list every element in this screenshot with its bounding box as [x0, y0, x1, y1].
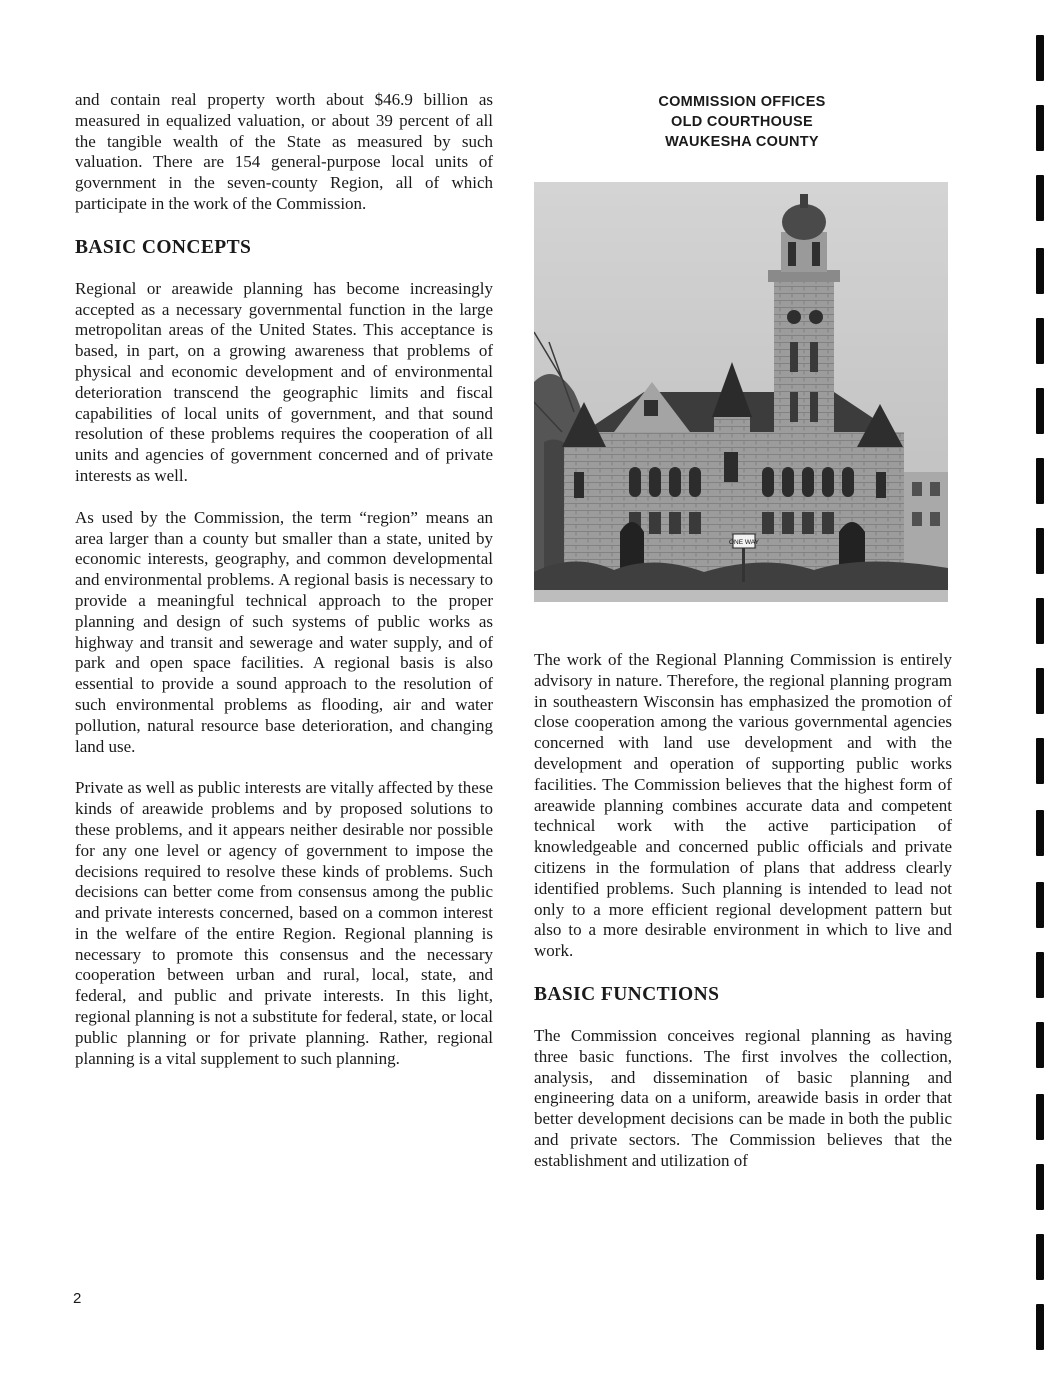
paragraph: Private as well as public interests are vitally affected by these kinds of areawide problems and by proposed solutions to these problems, and it appears neither desirable nor possible for any one level or agency of government to impose the decisions required to resolve these kinds of problems. Such decisions can better come from consensus among the public and private interests concerned, based on a common interest in the welfare of the entire Region. Regional planning is necessary to promote this consensus and the necessary cooperation between urban and rural, local, state, and federal, and public and private interests. In this light, regional planning is not a substitute for federal, state, or local public planning or for private planning. Rather, regional planning is a vital supplement to such planning.: [75, 778, 493, 1068]
caption-line: WAUKESHA COUNTY: [665, 134, 819, 150]
binder-hole: [1036, 105, 1044, 151]
binder-hole: [1036, 952, 1044, 998]
binder-hole: [1036, 35, 1044, 81]
caption-line: COMMISSION OFFICES: [658, 94, 826, 110]
paragraph: The Commission conceives regional planning as having three basic functions. The first involves the collection, analysis, and dissemination of basic planning and engineering data on a uniform, areawide basis in order that better development decisions can be made in both the public and private sectors. The Commission believes that the establishment and utilization of: [534, 1025, 952, 1170]
right-column: [534, 650, 952, 1193]
courthouse-photo: [534, 182, 948, 602]
section-heading-basic-functions: BASIC FUNCTIONS: [534, 983, 720, 1005]
binder-hole: [1036, 1164, 1044, 1210]
page-number: 2: [73, 1290, 82, 1307]
paragraph: As used by the Commission, the term “region” means an area larger than a county but smaller than a state, united by economic interests, geography, and common developmental and environmental problems. A regional basis is necessary to provide a meaningful technical approach to the proper planning and design of such systems of public works as highway and transit and sewerage and water supply, and of park and open space facilities. A regional basis is also essential to provide a sound approach to the resolution of such environmental problems as flooding, air and water pollution, natural resource base deterioration, and changing land use.: [75, 507, 493, 756]
binder-hole: [1036, 882, 1044, 928]
binder-hole: [1036, 528, 1044, 574]
binder-hole: [1036, 598, 1044, 644]
left-column: [75, 90, 493, 1090]
binder-hole: [1036, 248, 1044, 294]
paragraph: Regional or areawide planning has become increasingly accepted as a necessary governmental function in the large metropolitan areas of the United States. This acceptance is based, in part, on a growing awareness that problems of physical and economic development and of environmental deterioration transcend the geographic limits and fiscal capabilities of local units of government, and that sound resolution of these problems requires the cooperation of all units and agencies of government concerned and of private interests as well.: [75, 278, 493, 485]
binder-hole: [1036, 1234, 1044, 1280]
photo-caption: [534, 92, 950, 152]
intro-paragraph: and contain real property worth about $46.9 billion as measured in equalized valuation, or about 39 percent of all the tangible wealth of the State as measured by such valuation. There are 154 general-purpose local units of government in the seven-county Region, all of which participate in the work of the Commission.: [75, 90, 493, 213]
binder-hole: [1036, 738, 1044, 784]
binder-hole: [1036, 1022, 1044, 1068]
binder-hole: [1036, 810, 1044, 856]
binder-hole: [1036, 175, 1044, 221]
binder-hole: [1036, 318, 1044, 364]
paragraph: The work of the Regional Planning Commission is entirely advisory in nature. Therefore, the regional planning program in southeastern Wisconsin has emphasized the promotion of close cooperation among the various governmental agencies concerned with land use development and with the development and operation of supporting public works facilities. The Commission believes that the highest form of areawide planning combines accurate data and competent technical work with the active participation of knowledgeable and concerned public officials and private citizens in the formulation of plans that address clearly identified problems. Such planning is intended to lead not only to a more efficient regional development pattern but also to a more desirable environment in which to live and work.: [534, 650, 952, 961]
caption-line: OLD COURTHOUSE: [671, 114, 813, 130]
binder-hole: [1036, 668, 1044, 714]
binder-hole: [1036, 1304, 1044, 1350]
binder-hole: [1036, 458, 1044, 504]
binder-hole: [1036, 388, 1044, 434]
section-heading-basic-concepts: BASIC CONCEPTS: [75, 236, 252, 258]
one-way-sign: ONE WAY: [729, 539, 759, 546]
binder-hole: [1036, 1094, 1044, 1140]
